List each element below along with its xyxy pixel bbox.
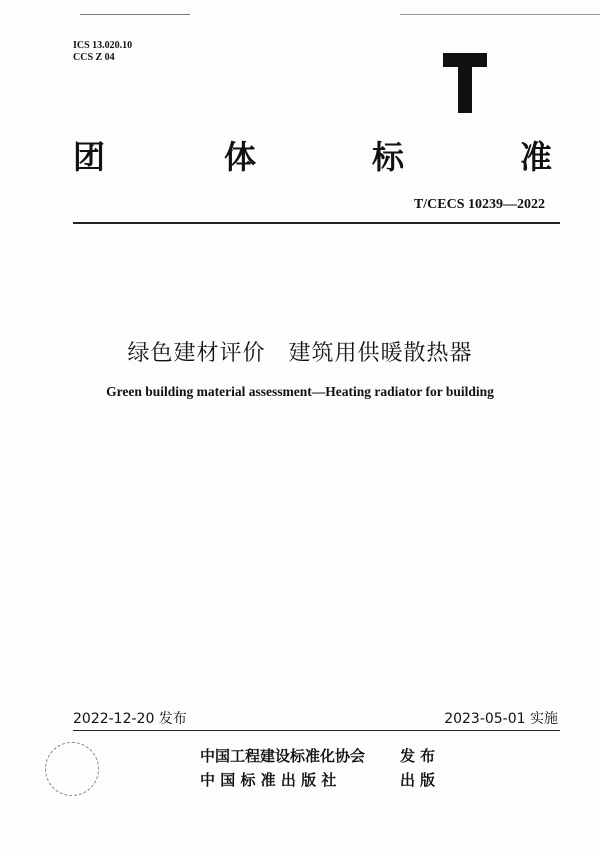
standard-code: T/CECS 10239—2022 (413, 197, 545, 212)
ccs-code: CCS Z 04 (73, 52, 115, 63)
scan-line (400, 14, 600, 15)
ics-code: ICS 13.020.10 (73, 40, 133, 51)
publisher-name: 中 国 标 准 出 版 社 (200, 771, 337, 789)
title-chinese: 绿色建材评价 建筑用供暖散热器 (127, 341, 473, 366)
title-english: Green building material assessment—Heating radiator for building (106, 384, 494, 399)
classification-codes (73, 40, 132, 64)
publisher-action: 出版 (400, 771, 441, 789)
implementation-date: 2023-05-01 实施 (444, 711, 558, 727)
category-char: 团 (73, 138, 106, 176)
association-seal-icon (45, 742, 99, 796)
publisher-action: 发布 (400, 747, 441, 765)
publisher-name: 中国工程建设标准化协会 (200, 747, 366, 765)
t-logo (443, 53, 487, 113)
issue-date: 2022-12-20 发布 (73, 711, 187, 727)
scan-line (80, 14, 190, 15)
category-char: 标 (372, 138, 405, 176)
divider (73, 730, 560, 731)
category-char: 体 (224, 138, 257, 176)
divider (73, 222, 560, 224)
category-char: 准 (520, 138, 553, 176)
